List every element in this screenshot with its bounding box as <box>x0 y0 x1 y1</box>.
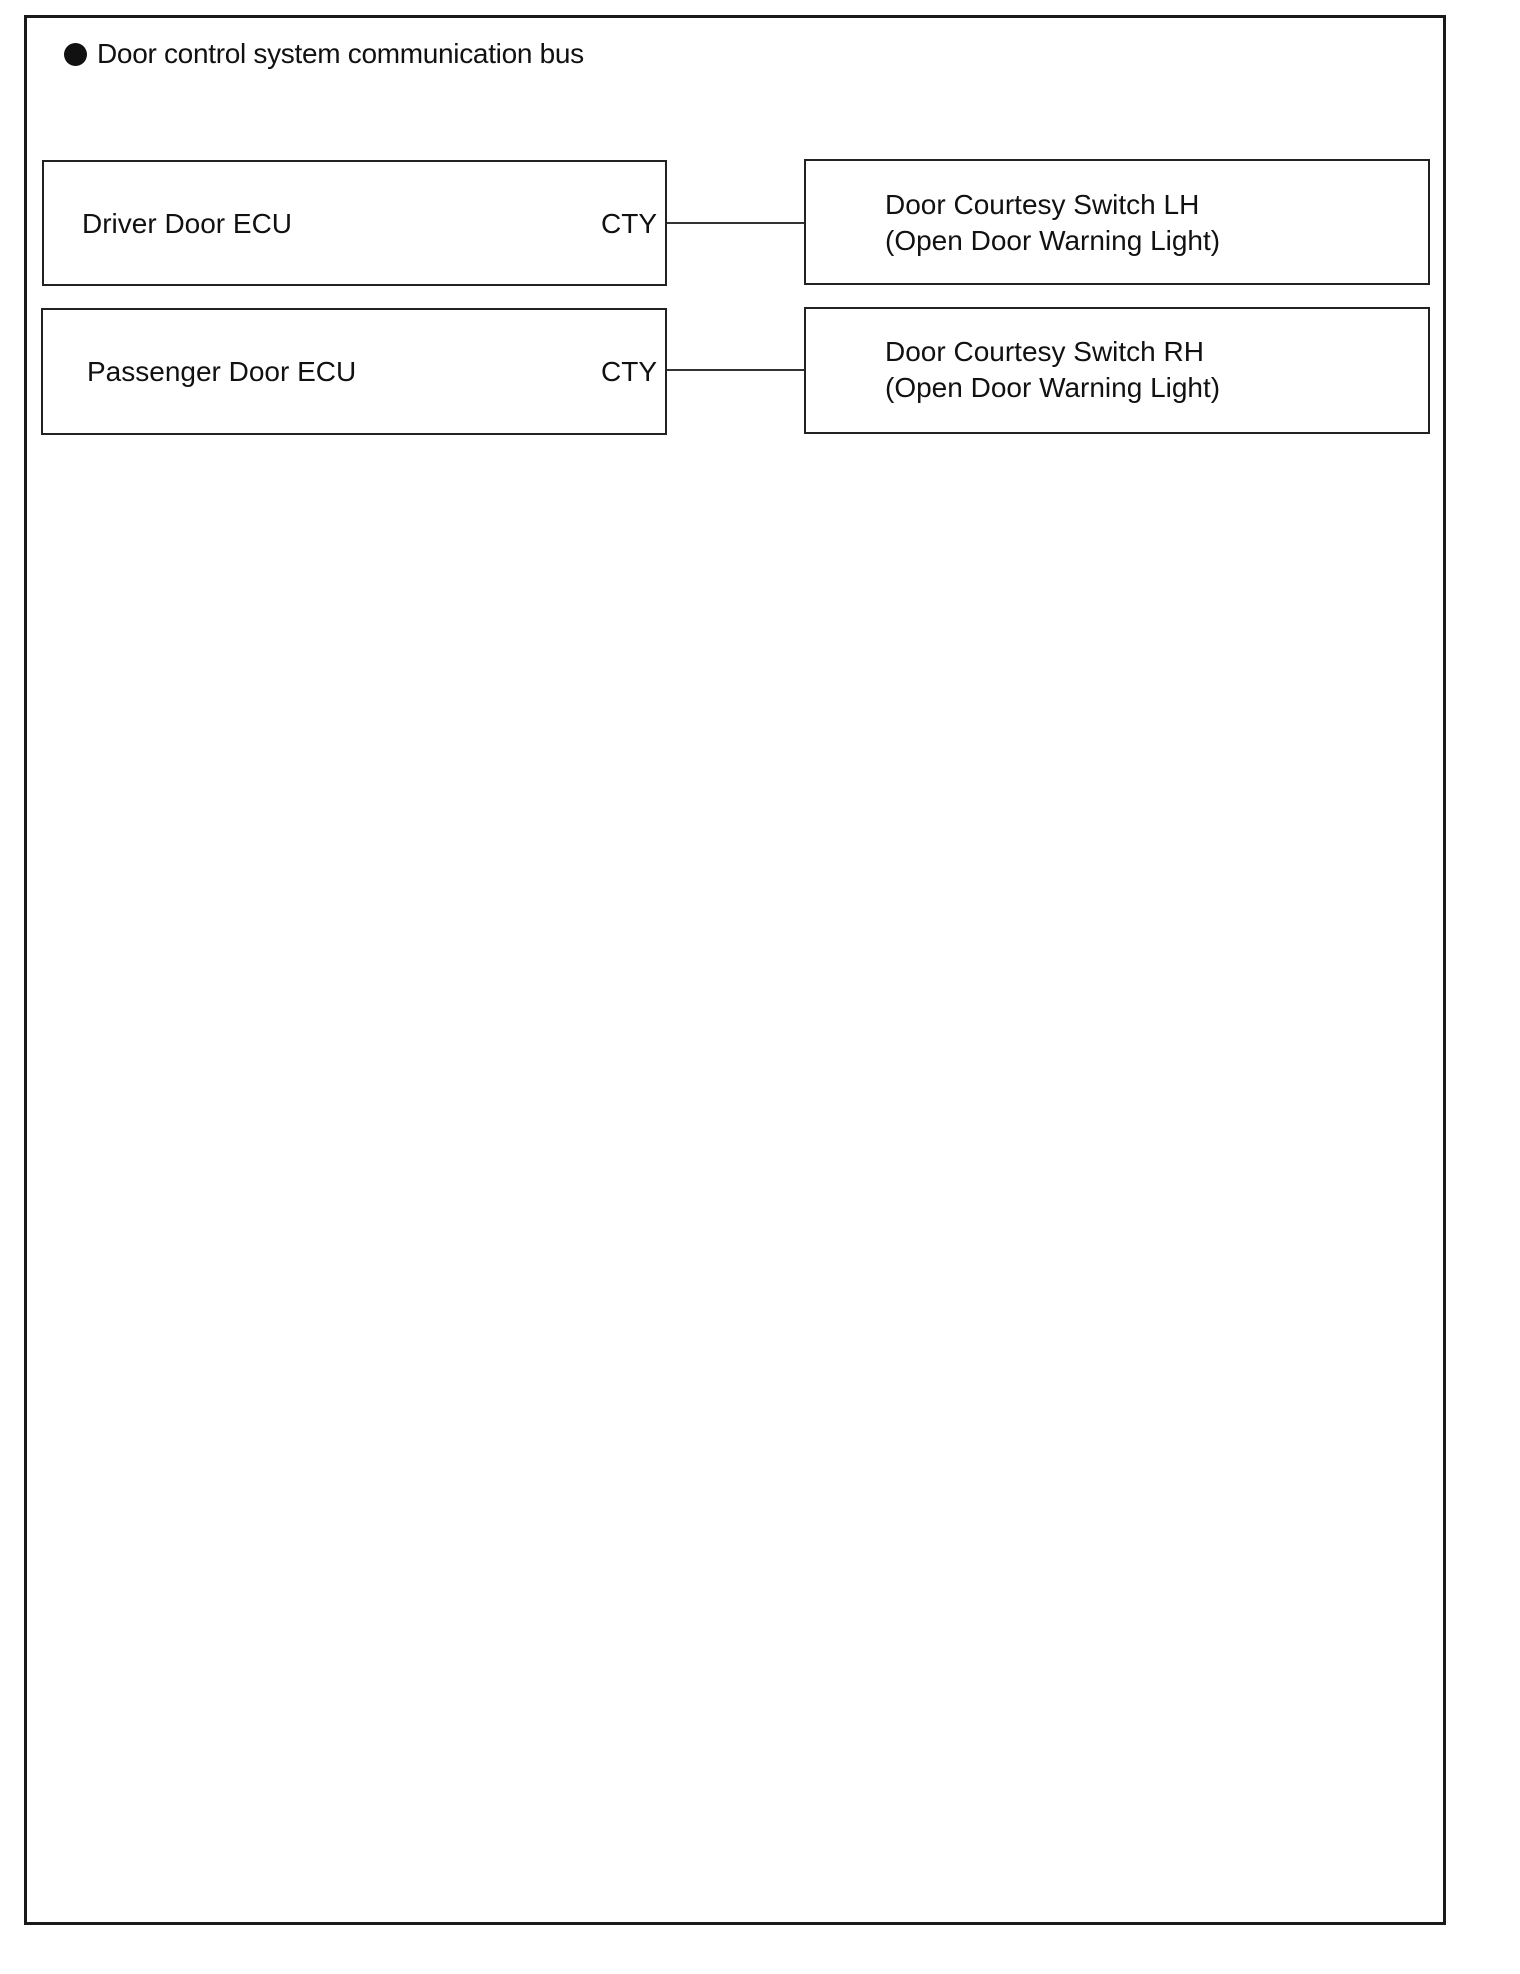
driver-cty-pin-label: CTY <box>601 208 657 239</box>
diagram-title: Door control system communication bus <box>97 38 584 69</box>
courtesy-switch-rh-sublabel: (Open Door Warning Light) <box>885 372 1221 403</box>
passenger-door-ecu-box <box>41 308 667 435</box>
courtesy-switch-lh-box <box>804 159 1430 285</box>
courtesy-switch-lh-label: Door Courtesy Switch LH <box>885 189 1200 220</box>
passenger-cty-pin-label: CTY <box>601 356 657 387</box>
bullet-icon <box>64 43 87 66</box>
courtesy-switch-lh-sublabel: (Open Door Warning Light) <box>885 225 1221 256</box>
passenger-door-ecu-label: Passenger Door ECU <box>87 356 357 387</box>
passenger-cty-wire <box>667 369 804 371</box>
driver-door-ecu-label: Driver Door ECU <box>82 208 293 239</box>
driver-door-ecu-box <box>42 160 667 286</box>
page-frame <box>24 15 1446 1925</box>
courtesy-switch-rh-label: Door Courtesy Switch RH <box>885 336 1204 367</box>
driver-cty-wire <box>667 222 804 224</box>
diagram-title-row <box>64 38 584 70</box>
courtesy-switch-rh-box <box>804 307 1430 434</box>
